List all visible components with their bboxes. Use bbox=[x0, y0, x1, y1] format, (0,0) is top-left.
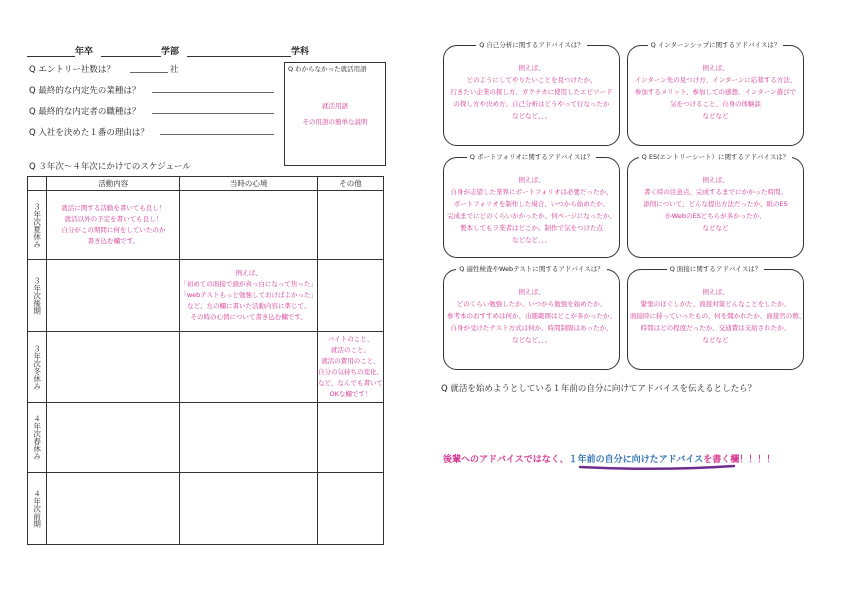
schedule-feeling-cell[interactable] bbox=[180, 403, 318, 473]
card-body-line: の探し方や決め方、自己分析はどうやって行なったか bbox=[453, 100, 610, 108]
card-title-text: Q 面接に関するアドバイスは？ bbox=[667, 265, 765, 273]
card-body-line: 参考本のおすすめは何か、出題範囲はどこが多かったか、 bbox=[446, 312, 617, 320]
card-body-line: 自身が受けたテスト方式は何か、時間制限はあったか、 bbox=[450, 324, 613, 332]
card-body-line: 例えば、 bbox=[702, 176, 729, 184]
card-body-line: 行きたい企業の探し方、ガクチカに使用したエピソード bbox=[450, 88, 613, 96]
schedule-feeling-cell[interactable] bbox=[180, 260, 318, 332]
final-question: Q 就活を始めようとしている１年前の自分に向けてアドバイスを伝えるとしたら？ bbox=[441, 384, 757, 394]
schedule-title: Q ３年次〜４年次にかけてのスケジュール bbox=[29, 162, 191, 172]
schedule-feeling-text: 例えば、 bbox=[235, 269, 262, 277]
card-body-line: 例えば、 bbox=[702, 288, 729, 296]
card-body-line: などなど bbox=[702, 112, 729, 120]
schedule-activity-text: 就活以外の予定を書いても良し！ bbox=[64, 215, 163, 223]
card-body-line: 時間はどの程度だったか、交通費は支給されたか、 bbox=[640, 324, 791, 332]
final-note-underline bbox=[578, 462, 738, 472]
terms-box[interactable] bbox=[284, 62, 386, 166]
offer-industry-field[interactable] bbox=[152, 92, 274, 93]
schedule-feeling-text: その時の心情について書き込む欄です。 bbox=[190, 313, 307, 321]
terms-box-desc: その用語の簡単な説明 bbox=[302, 118, 368, 126]
card-body-line: 例えば、 bbox=[702, 64, 729, 72]
schedule-period-label: ３年次冬休み bbox=[32, 344, 42, 390]
faculty-label: 学部 bbox=[161, 47, 180, 57]
schedule-feeling-text: 「初めての面接で頭が真っ白になって焦った」 bbox=[180, 280, 317, 288]
schedule-other-cell[interactable] bbox=[318, 191, 384, 260]
card-body-line: 添削について、どんな提出方法だったか、紙のES bbox=[643, 200, 788, 208]
decision-reason-question: Q 入社を決めた１番の理由は？ bbox=[29, 128, 149, 138]
card-title-text: Q ES(エントリーシート）に関するアドバイスは？ bbox=[639, 153, 793, 161]
card-body bbox=[630, 62, 801, 122]
schedule-period-cell bbox=[28, 332, 47, 403]
schedule-header-other: その他 bbox=[318, 177, 384, 191]
card-title bbox=[628, 152, 803, 161]
web-test-card[interactable] bbox=[443, 265, 620, 370]
schedule-activity-text: 書き込む欄です。 bbox=[87, 237, 140, 245]
card-body-line: かWebのESどちらが多かったか、 bbox=[665, 212, 766, 220]
offer-industry-question: Q 最終的な内定先の業種は？ bbox=[29, 86, 141, 96]
grad-year-label: 年卒 bbox=[75, 47, 94, 57]
card-body-line: 例えば、 bbox=[518, 176, 545, 184]
schedule-row bbox=[28, 191, 384, 260]
schedule-period-cell bbox=[28, 191, 47, 260]
schedule-period-cell bbox=[28, 403, 47, 473]
card-body bbox=[446, 174, 617, 246]
card-body-line: インターン先の見つけ方、インターンに応募する方法、 bbox=[634, 76, 797, 84]
entry-count-field[interactable] bbox=[130, 72, 168, 73]
department-label: 学科 bbox=[291, 47, 310, 57]
portfolio-card[interactable] bbox=[443, 153, 620, 258]
schedule-other-text: など、なんでも書いて bbox=[318, 379, 383, 387]
terms-box-title: Q わからなかった就活用語 bbox=[288, 65, 367, 73]
es-card[interactable] bbox=[627, 153, 804, 258]
schedule-activity-cell[interactable] bbox=[47, 191, 180, 260]
entry-count-question: Q エントリー社数は？ bbox=[29, 65, 115, 75]
final-note-emphasis: １年前の自分に向けたアドバイス bbox=[568, 455, 704, 465]
schedule-other-cell[interactable] bbox=[318, 403, 384, 473]
card-body-line: 完成までにどのくらいかかったか、何ページになったか、 bbox=[447, 212, 616, 220]
schedule-activity-cell[interactable] bbox=[47, 332, 180, 403]
card-title-text: Q 適性検査やWebテストに関するアドバイスは？ bbox=[456, 265, 606, 273]
schedule-other-cell[interactable] bbox=[318, 332, 384, 403]
schedule-activity-cell[interactable] bbox=[47, 260, 180, 332]
schedule-other-cell[interactable] bbox=[318, 260, 384, 332]
card-body-line: どのくらい勉強したか、いつから勉強を始めたか、 bbox=[456, 300, 607, 308]
card-body-line: などなど、、、 bbox=[512, 236, 551, 244]
schedule-feeling-cell[interactable] bbox=[180, 191, 318, 260]
schedule-activity-text: 就活に関する活動を書いても良し！ bbox=[61, 204, 166, 212]
card-title bbox=[444, 152, 619, 161]
card-body-line: 気をつけること、自身の体験談 bbox=[670, 100, 761, 108]
card-body-line: ポートフォリオを制作した場合、いつから始めたか、 bbox=[453, 200, 610, 208]
schedule-table bbox=[27, 176, 384, 545]
schedule-period-label: ４年次春休み bbox=[32, 415, 42, 460]
final-note-suffix: を書く欄！！！！ bbox=[703, 455, 776, 465]
card-title bbox=[444, 40, 619, 49]
interview-card[interactable] bbox=[627, 265, 806, 370]
schedule-other-text: バイトのこと、 bbox=[327, 335, 374, 343]
terms-box-term: 就活用語 bbox=[322, 102, 348, 110]
schedule-feeling-cell[interactable] bbox=[180, 473, 318, 545]
card-body-line: などなど bbox=[702, 224, 729, 232]
card-title bbox=[628, 264, 803, 273]
card-body-line: などなど、、、 bbox=[512, 336, 551, 344]
schedule-period-cell bbox=[28, 473, 47, 545]
card-body bbox=[446, 286, 617, 346]
schedule-other-text: 就活のこと、 bbox=[331, 346, 370, 354]
schedule-row bbox=[28, 473, 384, 545]
internship-card[interactable] bbox=[627, 41, 804, 146]
schedule-period-label: ３年次後期 bbox=[32, 276, 42, 315]
card-body-line: 緊張のほぐしかた、面接対策どんなことをしたか、 bbox=[640, 300, 791, 308]
schedule-other-cell[interactable] bbox=[318, 473, 384, 545]
card-title bbox=[628, 40, 803, 49]
card-title-text: Q 自己分析に関するアドバイスは？ bbox=[476, 41, 587, 49]
card-body-line: 例えば、 bbox=[518, 64, 545, 72]
card-body-line: どのようにしてやりたいことを見つけたか、 bbox=[466, 76, 597, 84]
schedule-other-text: 就活の費用のこと、 bbox=[321, 357, 380, 365]
schedule-header-feeling: 当時の心境 bbox=[180, 177, 318, 191]
schedule-other-text: OKな欄です！ bbox=[329, 390, 372, 398]
schedule-feeling-cell[interactable] bbox=[180, 332, 318, 403]
schedule-period-label: ３年次夏休み bbox=[32, 202, 42, 248]
schedule-activity-cell[interactable] bbox=[47, 403, 180, 473]
card-title-text: Q ポートフォリオに関するアドバイスは？ bbox=[467, 153, 596, 161]
card-body-line: 製本してもラ業者はどこか、制作で気をつけた点 bbox=[460, 224, 603, 232]
schedule-row bbox=[28, 403, 384, 473]
card-body-line: などなど、、、 bbox=[512, 112, 551, 120]
schedule-header-row bbox=[28, 177, 384, 191]
offer-job-field[interactable] bbox=[152, 113, 274, 114]
schedule-period-label: ４年次前期 bbox=[32, 489, 42, 528]
schedule-header-period bbox=[28, 177, 47, 191]
self-analysis-card[interactable] bbox=[443, 41, 620, 146]
card-title bbox=[444, 264, 619, 273]
entry-count-unit: 社 bbox=[170, 65, 179, 75]
card-body bbox=[630, 286, 806, 346]
schedule-other-text: 自分の気持ちの変化、 bbox=[318, 368, 383, 376]
card-body bbox=[446, 62, 617, 122]
decision-reason-field[interactable] bbox=[160, 134, 274, 135]
offer-job-question: Q 最終的な内定者の職種は？ bbox=[29, 107, 141, 117]
schedule-feeling-text: など、左の欄に書いた活動内容に準じて、 bbox=[186, 302, 311, 310]
card-body bbox=[630, 174, 801, 234]
schedule-activity-text: 自分がこの期間に何をしていたのか bbox=[61, 226, 166, 234]
schedule-row bbox=[28, 260, 384, 332]
card-body-line: などなど bbox=[702, 336, 729, 344]
card-title-text: Q インターンシップに関するアドバイスは？ bbox=[648, 41, 784, 49]
final-note-prefix: 後輩へのアドバイスではなく、 bbox=[443, 455, 569, 465]
schedule-feeling-text: 「webテストもっと勉強しておけばよかった」 bbox=[180, 291, 317, 299]
schedule-row bbox=[28, 332, 384, 403]
card-body-line: 自身が志望した業界にポートフォリオは必要だったか、 bbox=[450, 188, 613, 196]
card-body-line: 参加するメリット、参加しての感想、インターン選びで bbox=[634, 88, 797, 96]
card-body-line: 面接時に持っていったもの、何を聞かれたか、面接官の数、 bbox=[630, 312, 806, 320]
schedule-period-cell bbox=[28, 260, 47, 332]
card-body-line: 例えば、 bbox=[518, 288, 545, 296]
card-body-line: 書く時の注意点、完成するまでにかかった時間、 bbox=[644, 188, 787, 196]
header-line bbox=[27, 44, 380, 58]
schedule-activity-cell[interactable] bbox=[47, 473, 180, 545]
schedule-header-activity: 活動内容 bbox=[47, 177, 180, 191]
